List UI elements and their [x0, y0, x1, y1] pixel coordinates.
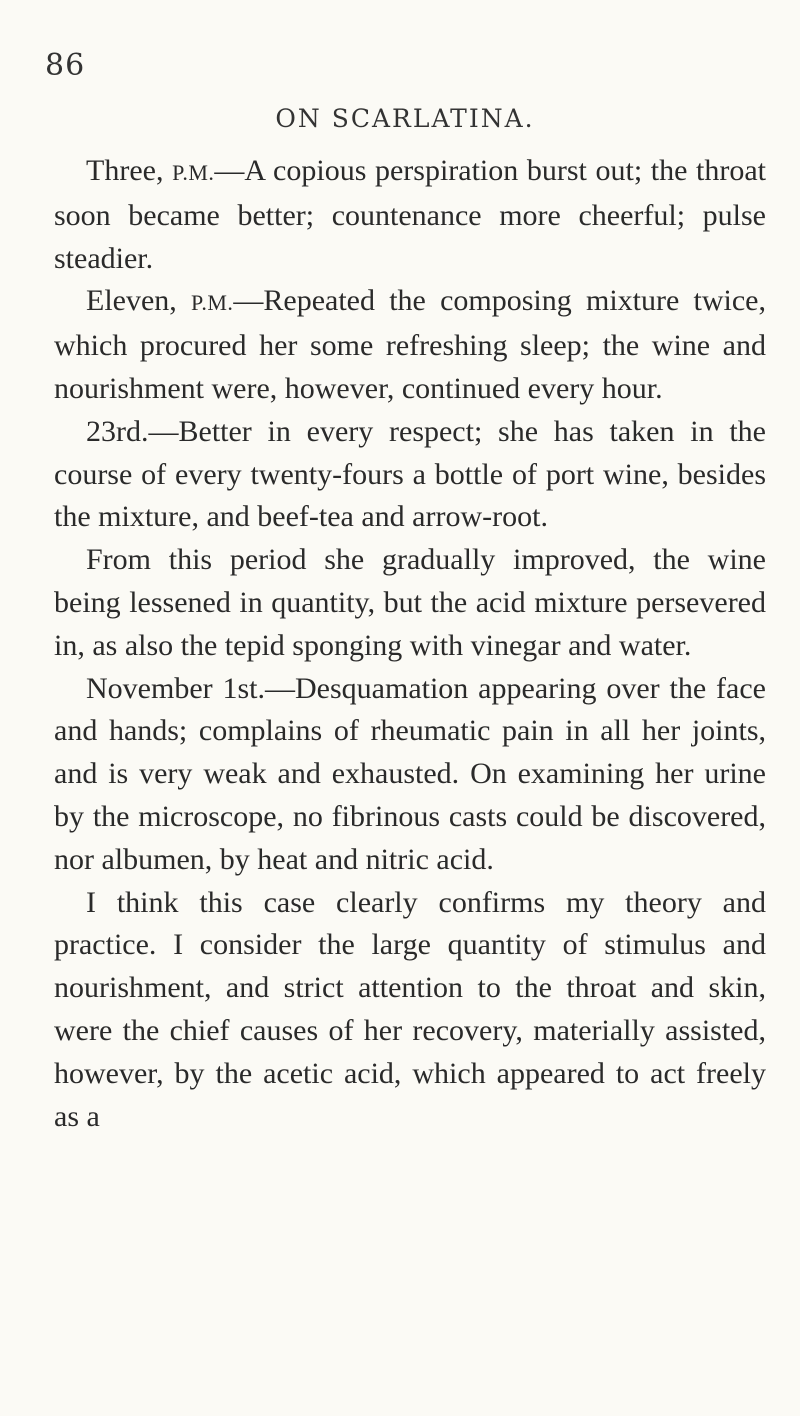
paragraph-text: I think this case clearly confirms my theory and practice. I consider the large quantity of stimulus and nourishment, and strict attention to the throat and skin, were the chief causes of her recovery, materially assisted, however, by the acetic acid, which appeared to act freely as a — [54, 885, 766, 1133]
paragraph-eleven-pm — [54, 280, 766, 410]
paragraph-lead: Eleven, — [86, 284, 192, 318]
paragraph-text: —Repeated the composing mixture twice, which procured her some refreshing sleep; the wine and nourishment were, however, continued every hour. — [54, 284, 766, 405]
paragraph-text: 23rd.—Better in every respect; she has taken in the course of every twenty-fours a bottle of port wine, besides the mixture, and beef-tea and arrow-root. — [54, 414, 766, 534]
running-head — [45, 48, 765, 133]
running-title: ON SCARLATINA. — [275, 104, 535, 133]
paragraph-improvement — [54, 539, 766, 667]
paragraph-23rd — [54, 411, 766, 539]
time-abbreviation: P.M. — [172, 160, 215, 185]
paragraph-text: From this period she gradually improved, the wine being lessened in quantity, but the acid mixture persevered in, as also the tepid sponging with vinegar and water. — [54, 543, 766, 662]
paragraph-three-pm — [54, 150, 766, 280]
paragraph-conclusion — [54, 882, 766, 1139]
time-abbreviation: P.M. — [191, 290, 234, 316]
page-number: 86 — [45, 48, 86, 83]
paragraph-november-1st — [54, 668, 766, 882]
paragraph-text: November 1st.—Desquamation appearing over the face and hands; complains of rheumatic pain in all her joints, and is very weak and exhausted. On examining her urine by the microscope, no fibrinous casts could be discovered, nor albumen, by heat and nitric acid. — [54, 671, 766, 876]
body-text — [54, 150, 766, 1138]
paragraph-lead: Three, — [86, 154, 173, 187]
paragraph-text: —A copious perspiration burst out; the throat soon became better; countenance more cheerful; pulse steadier. — [54, 154, 766, 275]
